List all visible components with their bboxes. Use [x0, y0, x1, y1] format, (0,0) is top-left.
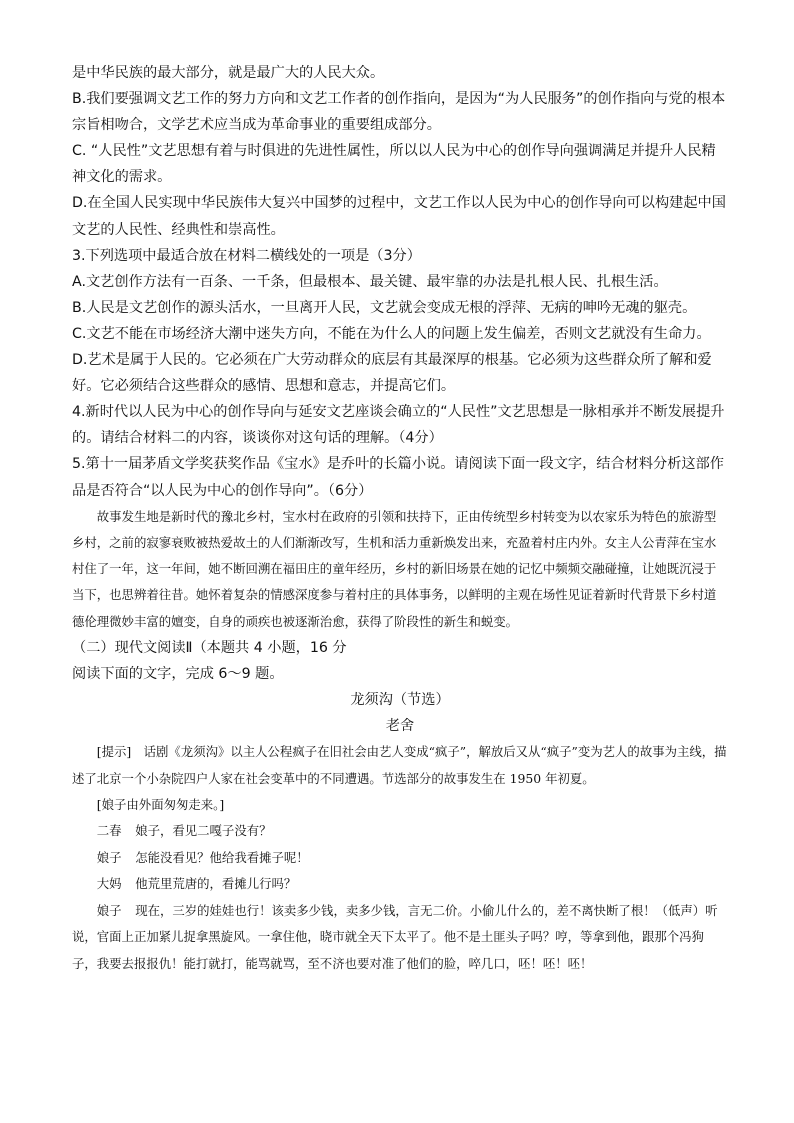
- dialog-text: 怎能没看见？他给我看摊子呢！: [135, 849, 309, 865]
- dialog-text: 他荒里荒唐的，看摊儿行吗？: [135, 876, 297, 892]
- play-hint: [提示] 话剧《龙须沟》以主人公程疯子在旧社会由艺人变成“疯子”，解放后又从“疯子”变为艺人的故事为主线，描述了北京一个小杂院四户人家在社会变革中的不同遭遇。节选部分的故事发生在 1950 年初夏。: [72, 744, 727, 786]
- section-heading: （二）现代文阅读Ⅱ（本题共 4 小题，16 分: [72, 640, 347, 657]
- dialog-line: [72, 871, 728, 897]
- option-2b: B.我们要强调文艺工作的努力方向和文艺工作者的创作指向，是因为“为人民服务”的创作指向与党的根本宗旨相吻合，文学艺术应当成为革命事业的重要组成部分。: [72, 91, 726, 134]
- dialog-line: [72, 898, 728, 977]
- speaker-name: 娘子: [96, 849, 122, 865]
- dialog-text: 现在，三岁的娃娃也行！该卖多少钱，卖多少钱，言无二价。小偷儿什么的，差不离快断了根！（低声）听说，官面上正加紧儿捉拿黑旋风。一拿住他，晓市就全天下太平了。他不是土匪头子吗？哼，等拿到他，跟那个冯狗子，我要去报报仇！能打就打，能骂就骂，至不济也要对准了他们的脸，啐几口，呸！呸！呸！: [72, 902, 718, 971]
- reading-instruction: 阅读下面的文字，完成 6～9 题。: [72, 666, 284, 683]
- exam-page: [72, 60, 728, 977]
- question-3: 3.下列选项中最适合放在材料二横线处的一项是（3分）: [72, 247, 421, 264]
- option-3d: D.艺术是属于人民的。它必须在广大劳动群众的底层有其最深厚的根基。它必须为这些群众所了解和爱好。它必须结合这些群众的感情、思想和意志，并提高它们。: [72, 352, 712, 395]
- speaker-name: 二春: [96, 823, 122, 839]
- question-4: 4.新时代以人民为中心的创作导向与延安文艺座谈会确立的“人民性”文艺思想是一脉相承并不断发展提升的。请结合材料二的内容，谈谈你对这句话的理解。（4分）: [72, 404, 725, 447]
- stage-direction: [娘子由外面匆匆走来。]: [96, 797, 225, 813]
- baoshui-excerpt: 故事发生地是新时代的豫北乡村，宝水村在政府的引领和扶持下，正由传统型乡村转变为以农家乐为特色的旅游型乡村，之前的寂寥衰败被热爱故土的人们渐渐改写，生机和活力重新焕发出来，充盈着村庄内外。女主人公青萍在宝水村住了一年，这一年间，她不断回溯在福田庄的童年经历，乡村的新旧场景在她的记忆中频频交融碰撞，让她既沉浸于当下，也思辨着往昔。她怀着复杂的情感深度参与着村庄的具体事务，以鲜明的主观在场性见证着新时代背景下乡村道德伦理微妙丰富的嬗变，自身的顽疾也被逐渐治愈，获得了阶段性的新生和蜕变。: [72, 508, 717, 629]
- option-3b: B.人民是文艺创作的源头活水，一旦离开人民，文艺就会变成无根的浮萍、无病的呻吟无魂的躯壳。: [72, 299, 697, 316]
- speaker-name: 娘子: [96, 902, 122, 918]
- dialog-line: [72, 818, 728, 844]
- question-5: 5.第十一届茅盾文学奖获奖作品《宝水》是乔叶的长篇小说。请阅读下面一段文字，结合材料分析这部作品是否符合“以人民为中心的创作导向”。（6分）: [72, 456, 724, 499]
- text-author: 老舍: [385, 718, 415, 735]
- option-2c: C. “人民性”文艺思想有着与时俱进的先进性属性，所以以人民为中心的创作导向强调满足并提升人民精神文化的需求。: [72, 143, 716, 186]
- text-title: 龙须沟（节选）: [350, 692, 450, 709]
- option-2d: D.在全国人民实现中华民族伟大复兴中国梦的过程中，文艺工作以人民为中心的创作导向可以构建起中国文艺的人民性、经典性和崇高性。: [72, 195, 726, 238]
- dialog-text: 娘子，看见二嘎子没有？: [135, 823, 272, 839]
- speaker-name: 大妈: [96, 876, 122, 892]
- paragraph-continuation: 是中华民族的最大部分，就是最广大的人民大众。: [72, 65, 385, 81]
- dialog-line: [72, 845, 728, 871]
- option-3c: C.文艺不能在市场经济大潮中迷失方向，不能在为什么人的问题上发生偏差，否则文艺就没有生命力。: [72, 325, 711, 342]
- option-3a: A.文艺创作方法有一百条、一千条，但最根本、最关键、最牢靠的办法是扎根人民、扎根生活。: [72, 273, 668, 290]
